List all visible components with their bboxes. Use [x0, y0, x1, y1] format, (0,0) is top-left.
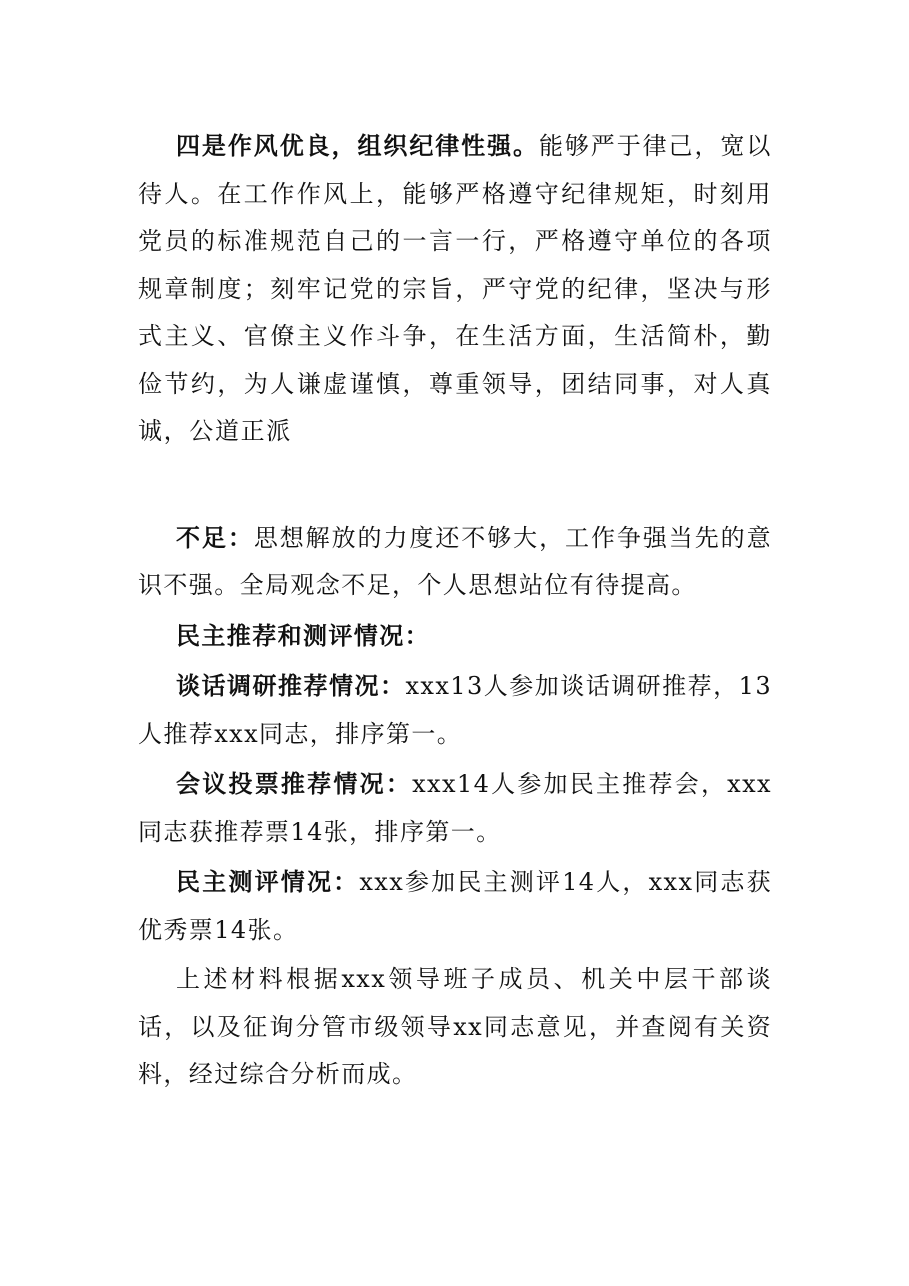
paragraph-sources	[138, 956, 772, 1099]
paragraph-heading: 不足：	[176, 522, 254, 552]
paragraph-work-style	[138, 122, 772, 456]
paragraph-text: xxx参加民主测评14人，xxx同志获优秀票14张。	[138, 868, 772, 944]
paragraph-heading: 民主测评情况：	[176, 867, 360, 896]
paragraph-heading: 谈话调研推荐情况：	[176, 671, 406, 700]
paragraph-text: 上述材料根据xxx领导班子成员、机关中层干部谈话，以及征询分管市级领导xx同志意见，并查阅有关资料，经过综合分析而成。	[138, 965, 772, 1088]
section-heading: 民主推荐和测评情况：	[176, 620, 430, 650]
paragraph-meeting-vote	[138, 760, 772, 856]
paragraph-interview-recommendation	[138, 662, 772, 758]
paragraph-text: xxx13人参加谈话调研推荐，13人推荐xxx同志，排序第一。	[138, 672, 772, 748]
paragraph-text: 思想解放的力度还不够大，工作争强当先的意识不强。全局观念不足，个人思想站位有待提高。	[138, 523, 772, 599]
paragraph-heading: 四是作风优良，组织纪律性强。	[176, 131, 539, 160]
paragraph-democratic-evaluation	[138, 858, 772, 954]
section-heading-recommendation	[138, 612, 772, 661]
paragraph-heading: 会议投票推荐情况：	[176, 769, 413, 798]
paragraph-text: xxx14人参加民主推荐会，xxx同志获推荐票14张，排序第一。	[138, 770, 772, 846]
paragraph-text: 能够严于律己，宽以待人。在工作作风上，能够严格遵守纪律规矩，时刻用党员的标准规范自己的一言一行，严格遵守单位的各项规章制度；刻牢记党的宗旨，严守党的纪律，坚决与形式主义、官僚主义作斗争，在生活方面，生活简朴，勤俭节约，为人谦虚谨慎，尊重领导，团结同事，对人真诚，公道正派	[138, 132, 772, 445]
document-body	[138, 122, 772, 1099]
paragraph-shortcomings	[138, 514, 772, 610]
paragraph-gap	[138, 456, 772, 514]
